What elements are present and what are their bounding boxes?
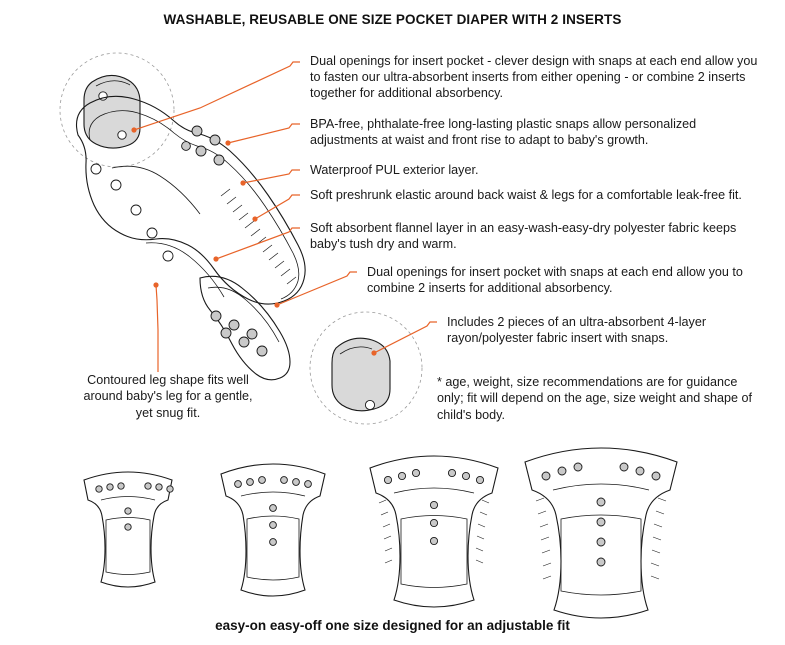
callout-dual-openings-bottom: Dual openings for insert pocket with snaps at each end allow you to combine 2 inserts for additional absorbency. [367, 265, 743, 296]
leader-lines [131, 62, 437, 372]
callout-inserts-included: Includes 2 pieces of an ultra-absorbent 4-layer rayon/polyester fabric insert with snaps. [447, 315, 707, 346]
callout-dual-openings-top: Dual openings for insert pocket - clever design with snaps at each end allow you to fasten our ultra-absorbent inserts from either opening - or combine 2 inserts together for additional absorbency. [310, 54, 758, 101]
callout-flannel-layer: Soft absorbent flannel layer in an easy-wash-easy-dry polyester fabric keeps baby's tush dry and warm. [310, 221, 737, 252]
detail-zoom-insert-bottom [310, 312, 422, 424]
page-footer: easy-on easy-off one size designed for an adjustable fit [215, 618, 570, 633]
page-title: WASHABLE, REUSABLE ONE SIZE POCKET DIAPER WITH 2 INSERTS [163, 12, 622, 27]
note-sizing-disclaimer: * age, weight, size recommendations are for guidance only; fit will depend on the age, size weight and shape of child's body. [437, 375, 753, 422]
diaper-size-4 [525, 448, 677, 618]
diaper-size-row [84, 448, 677, 618]
diaper-size-2 [221, 464, 325, 596]
callout-preshrunk-elastic: Soft preshrunk elastic around back waist & legs for a comfortable leak-free fit. [310, 188, 742, 202]
diaper-size-3 [370, 456, 498, 607]
diaper-size-1 [84, 472, 173, 587]
callout-waterproof-pul: Waterproof PUL exterior layer. [310, 163, 479, 177]
detail-zoom-insert-top [60, 53, 174, 167]
callout-bpa-free-snaps: BPA-free, phthalate-free long-lasting plastic snaps allow personalized adjustments at waist and front rise to adapt to baby's growth. [310, 117, 697, 148]
note-contoured-leg: Contoured leg shape fits well around baby's leg for a gentle, yet snug fit. [83, 373, 253, 420]
